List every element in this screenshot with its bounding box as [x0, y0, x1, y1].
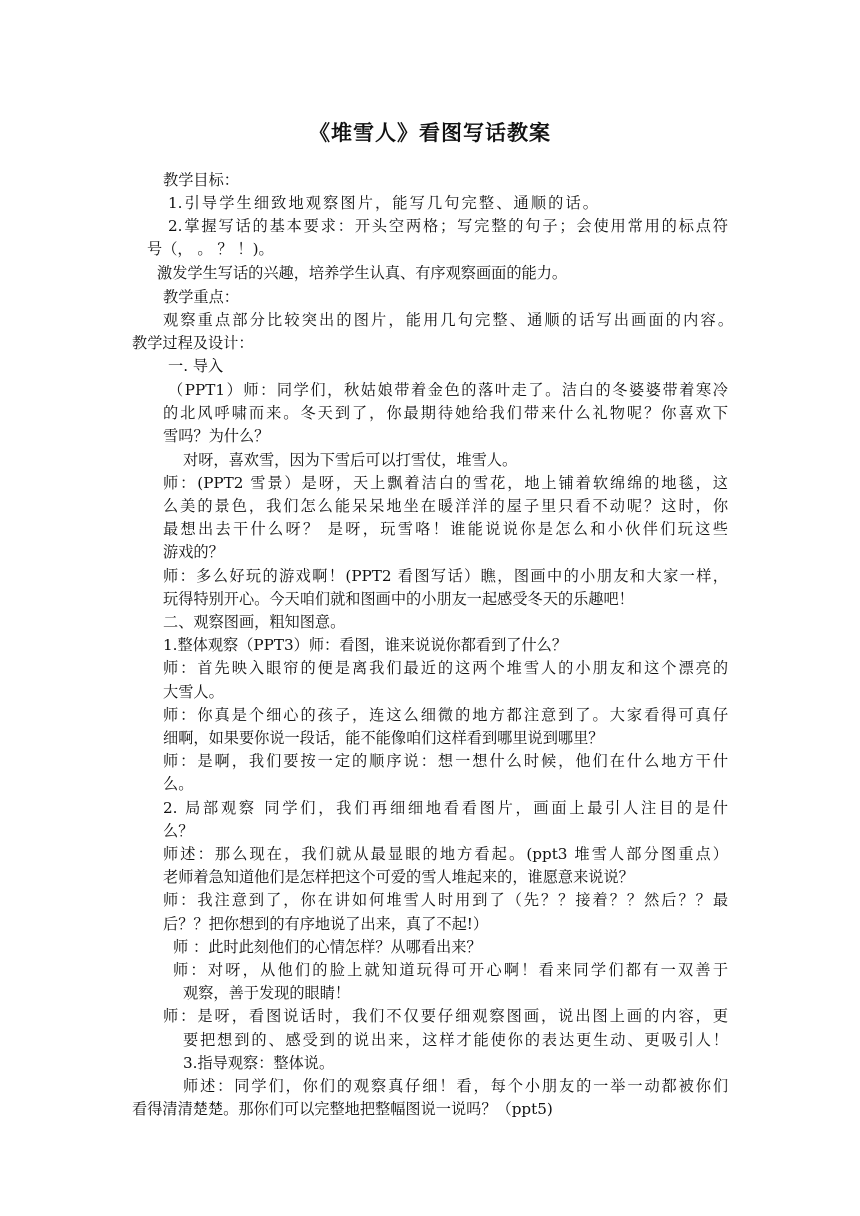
text-line: 教学过程及设计：	[132, 334, 254, 352]
text-line: 师：多么好玩的游戏啊！(PPT2 看图写话）瞧，图画中的小朋友和大家一样，	[163, 567, 728, 585]
text-line: 1.引导学生细致地观察图片，能写几句完整、通顺的话。	[168, 194, 598, 212]
text-line: 要把想到的、感受到的说出来，这样才能使你的表达更生动、更吸引人！	[183, 1031, 728, 1049]
text-line: 大雪人。	[163, 683, 224, 701]
text-line: 对呀，喜欢雪，因为下雪后可以打雪仗，堆雪人。	[183, 451, 518, 469]
text-line: 观察，善于发现的眼睛！	[183, 984, 351, 1002]
document-title: 《堆雪人》看图写话教案	[309, 120, 551, 145]
text-line: 一. 导入	[168, 357, 224, 375]
text-line: 么？	[163, 822, 194, 840]
text-line: 师述：那么现在，我们就从最显眼的地方看起。(ppt3 堆雪人部分图重点）	[163, 845, 728, 863]
text-line: 2. 局部观察 同学们，我们再细细地看看图片，画面上最引人注目的是什	[163, 799, 728, 817]
text-line: 师：首先映入眼帘的便是离我们最近的这两个堆雪人的小朋友和这个漂亮的	[163, 659, 728, 677]
text-line: 老师着急知道他们是怎样把这个可爱的雪人堆起来的，谁愿意来说说？	[163, 868, 634, 886]
text-line: 师：对呀，从他们的脸上就知道玩得可开心啊！看来同学们都有一双善于	[173, 961, 728, 979]
text-line: 玩得特别开心。今天咱们就和图画中的小朋友一起感受冬天的乐趣吧！	[163, 590, 634, 608]
text-line: 看得清清楚楚。那你们可以完整地把整幅图说一说吗？（ppt5)	[132, 1100, 553, 1118]
text-line: 教学目标：	[163, 171, 239, 189]
text-line: 号（， 。 ？ ！)。	[147, 240, 274, 258]
text-line: （PPT1）师：同学们，秋姑娘带着金色的落叶走了。洁白的冬婆婆带着寒冷	[168, 381, 728, 399]
text-line: 2.掌握写话的基本要求：开头空两格；写完整的句子；会使用常用的标点符	[168, 217, 728, 235]
text-line: 游戏的？	[163, 543, 224, 561]
text-line: 3.指导观察：整体说。	[183, 1054, 335, 1072]
text-line: 细啊，如果要你说一段话，能不能像咱们这样看到哪里说到哪里？	[163, 729, 604, 747]
text-line: 师 ：此时此刻他们的心情怎样？从哪看出来？	[173, 938, 482, 956]
text-line: 师：我注意到了，你在讲如何堆雪人时用到了（先？？接着？？然后？？最	[163, 891, 728, 909]
text-line: 最想出去干什么呀？ 是呀，玩雪咯！谁能说说你是怎么和小伙伴们玩这些	[163, 520, 728, 538]
text-line: 师：是啊，我们要按一定的顺序说：想一想什么时候，他们在什么地方干什	[163, 752, 728, 770]
text-line: 教学重点：	[163, 288, 239, 306]
text-line: 二、观察图画，粗知图意。	[163, 613, 346, 631]
text-line: 观察重点部分比较突出的图片，能用几句完整、通顺的话写出画面的内容。	[163, 311, 733, 329]
text-line: 师：你真是个细心的孩子，连这么细微的地方都注意到了。大家看得可真仔	[163, 706, 728, 724]
text-line: 么美的景色，我们怎么能呆呆地坐在暖洋洋的屋子里只看不动呢？这时，你	[163, 497, 728, 515]
text-line: 雪吗？为什么？	[163, 427, 270, 445]
text-line: 1.整体观察（PPT3）师：看图，谁来说说你都看到了什么？	[163, 636, 568, 654]
text-line: 师：是呀，看图说话时，我们不仅要仔细观察图画，说出图上画的内容，更	[163, 1007, 728, 1025]
text-line: 的北风呼啸而来。冬天到了，你最期待她给我们带来什么礼物呢？你喜欢下	[163, 404, 728, 422]
text-line: 后？？把你想到的有序地说了出来，真了不起!）	[163, 915, 489, 933]
text-line: 师述：同学们，你们的观察真仔细！看，每个小朋友的一举一动都被你们	[183, 1077, 728, 1095]
text-line: 激发学生写话的兴趣，培养学生认真、有序观察画面的能力。	[157, 264, 568, 282]
text-line: 么。	[163, 775, 194, 793]
text-line: 师：(PPT2 雪景）是呀，天上飘着洁白的雪花，地上铺着软绵绵的地毯，这	[163, 474, 728, 492]
